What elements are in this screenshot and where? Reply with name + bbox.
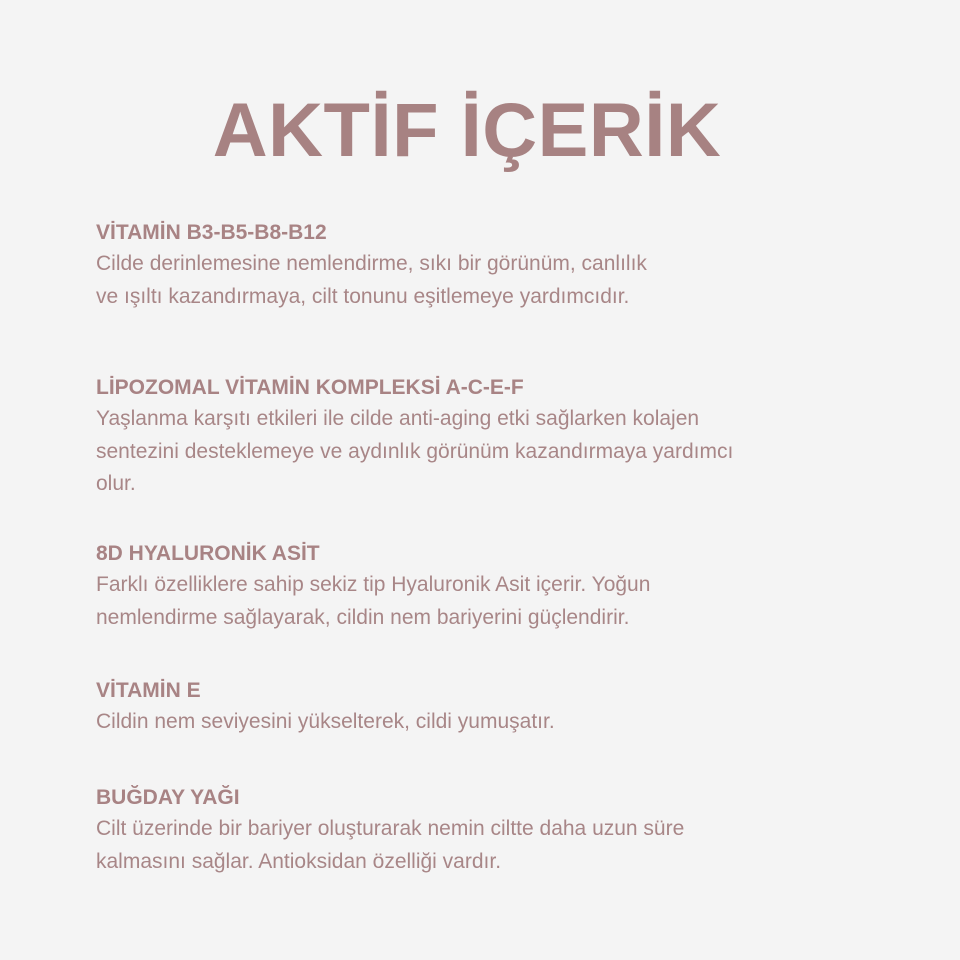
ingredient-vitamin-b [96, 220, 826, 313]
page-title: AKTİF İÇERİK [212, 88, 722, 173]
ingredient-hyaluronic-acid [96, 541, 826, 634]
ingredient-description: Cildin nem seviyesini yükselterek, cildi yumuşatır. [96, 710, 555, 733]
ingredient-description: Cilde derinlemesine nemlendirme, sıkı bir görünüm, canlılık ve ışıltı kazandırmaya, cilt tonunu eşitlemeye yardımcıdır. [96, 252, 647, 308]
ingredient-description: Cilt üzerinde bir bariyer oluşturarak nemin ciltte daha uzun süre kalmasını sağlar. Antioksidan özelliği vardır. [96, 817, 685, 873]
ingredient-name: LİPOZOMAL VİTAMİN KOMPLEKSİ A-C-E-F [96, 376, 524, 399]
ingredient-description: Yaşlanma karşıtı etkileri ile cilde anti-aging etki sağlarken kolajen sentezini desteklemeye ve aydınlık görünüm kazandırmaya yardımcı olur. [96, 407, 734, 495]
ingredient-name: VİTAMİN E [96, 679, 201, 702]
ingredient-name: 8D HYALURONİK ASİT [96, 542, 320, 565]
ingredient-description: Farklı özelliklere sahip sekiz tip Hyaluronik Asit içerir. Yoğun nemlendirme sağlayarak, cildin nem bariyerini güçlendirir. [96, 573, 651, 629]
ingredient-lipozomal-vitamin-complex [96, 375, 826, 501]
ingredient-name: BUĞDAY YAĞI [96, 786, 240, 809]
ingredient-vitamin-e [96, 678, 826, 739]
ingredient-wheat-oil [96, 785, 826, 878]
ingredient-name: VİTAMİN B3-B5-B8-B12 [96, 221, 327, 244]
